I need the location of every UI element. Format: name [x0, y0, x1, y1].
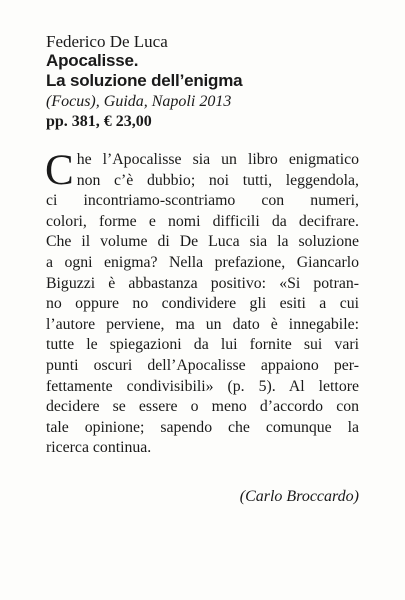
review-line: tutte le spiegazioni da lui fornite sui vari — [46, 336, 359, 354]
review-line: fettamente condivisibili» (p. 5). Al lettore — [46, 377, 359, 395]
review-line: a ogni enigma? Nella prefazione, Giancarlo — [46, 253, 359, 271]
review-line: decidere se essere o meno d’accordo con — [46, 398, 359, 416]
review-line: ricerca continua. — [46, 439, 152, 457]
review-line: colori, forme e nomi difficili da decifrare. — [46, 212, 359, 230]
review-line: punti oscuri dell’Apocalisse appaiono per- — [46, 356, 359, 374]
review-paragraph — [45, 147, 359, 459]
book-author: Federico De Luca — [46, 32, 168, 51]
book-publisher: (Focus), Guida, Napoli 2013 — [46, 93, 232, 110]
review-line: Che il volume di De Luca sia la soluzione — [46, 233, 359, 251]
book-title-line-1: Apocalisse. — [46, 51, 139, 70]
review-line: Biguzzi è abbastanza positivo: «Si potran- — [46, 274, 359, 292]
review-line: he l’Apocalisse sia un libro enigmatico — [76, 151, 359, 168]
review-line: l’autore perviene, ma un dato è innegabile: — [46, 315, 359, 333]
review-line: ci incontriamo-scontriamo con numeri, — [46, 192, 359, 210]
review-line: tale opinione; sapendo che comunque la — [46, 418, 359, 436]
book-title-line-2: La soluzione dell’enigma — [46, 71, 243, 90]
review-signature: (Carlo Broccardo) — [239, 488, 359, 505]
book-pages-price: pp. 381, € 23,00 — [46, 113, 152, 130]
book-header — [46, 32, 376, 132]
review-body — [45, 147, 359, 459]
review-line: non c’è dubbio; noi tutti, leggendola, — [76, 171, 359, 189]
review-line: no oppure no condividere gli esiti a cui — [46, 295, 359, 313]
drop-cap: C — [45, 147, 74, 194]
